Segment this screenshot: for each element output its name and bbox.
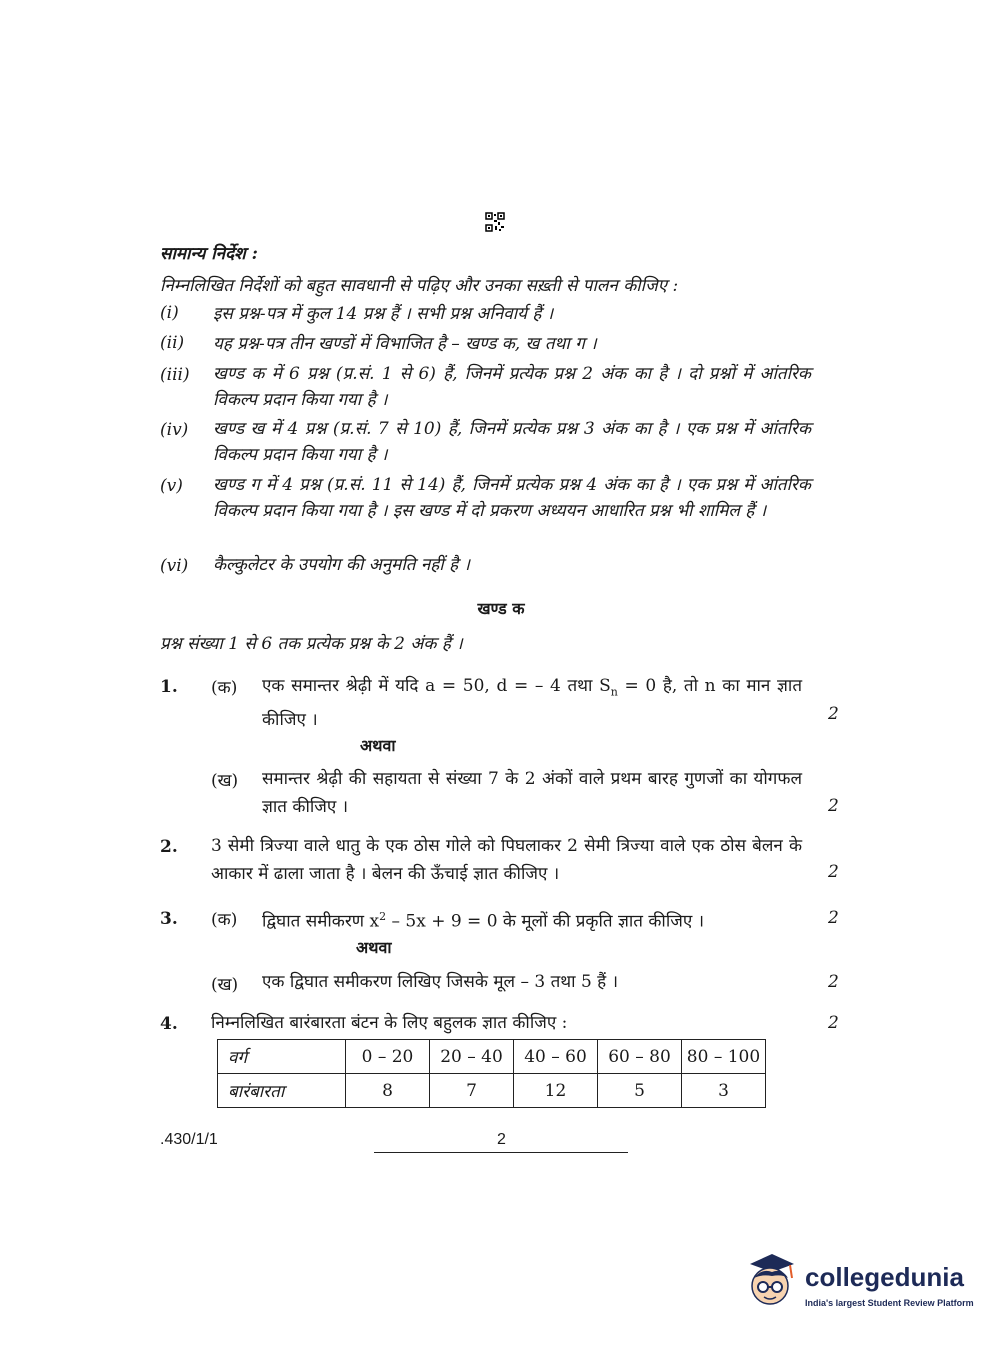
- instruction-text: खण्ड क में 6 प्रश्न (प्र.सं. 1 से 6) हैं, जिनमें प्रत्येक प्रश्न 2 अंक का है । दो प्रश्नों में आंतरिक विकल्प प्रदान किया गया है ।: [213, 364, 811, 410]
- qr-code-icon: [485, 212, 505, 232]
- or-label: अथवा: [356, 938, 392, 957]
- question-text: समान्तर श्रेढ़ी की सहायता से संख्या 7 के 2 अंकों वाले प्रथम बारह गुणजों का योगफल ज्ञात कीजिए ।: [262, 769, 802, 817]
- option-label: (ख): [211, 771, 239, 791]
- table-cell: 60 – 80: [598, 1040, 682, 1074]
- logo-tagline: India's largest Student Review Platform: [805, 1298, 974, 1308]
- section-title: खण्ड क: [477, 599, 525, 618]
- logo-wordmark: collegedunia: [805, 1262, 964, 1292]
- table-row: [218, 1074, 766, 1108]
- marks: 2: [828, 1013, 839, 1033]
- instruction-number: (i): [160, 303, 179, 323]
- marks: 2: [828, 972, 839, 992]
- instruction-number: (vi): [160, 556, 189, 576]
- page-number: 2: [497, 1131, 506, 1148]
- table-cell: 12: [514, 1074, 598, 1108]
- footer-divider: [374, 1152, 628, 1153]
- table-row: [218, 1040, 766, 1074]
- section-note: प्रश्न संख्या 1 से 6 तक प्रत्येक प्रश्न के 2 अंक हैं ।: [160, 634, 463, 654]
- question-number: 4.: [160, 1014, 178, 1034]
- table-cell: 0 – 20: [346, 1040, 430, 1074]
- instruction-text: कैल्कुलेटर के उपयोग की अनुमति नहीं है ।: [213, 555, 470, 575]
- option-label: (क): [211, 910, 238, 930]
- table-cell: 5: [598, 1074, 682, 1108]
- question-number: 2.: [160, 837, 178, 857]
- table-cell: 80 – 100: [682, 1040, 766, 1074]
- table-cell: 8: [346, 1074, 430, 1108]
- question-text: 3 सेमी त्रिज्या वाले धातु के एक ठोस गोले को पिघलाकर 2 सेमी त्रिज्या वाले एक ठोस बेलन के आकार में ढाला जाता है । बेलन की ऊँचाई ज्ञात कीजिए ।: [211, 836, 802, 884]
- table-row-label: बारंबारता: [218, 1074, 346, 1108]
- collegedunia-mascot-icon: [742, 1250, 804, 1310]
- marks: 2: [828, 704, 839, 724]
- instruction-number: (v): [160, 476, 183, 496]
- question-text: द्विघात समीकरण $x^2 - 5x + 9 = 0$ के मूलों की प्रकृति ज्ञात कीजिए ।: [262, 910, 705, 932]
- table-cell: 20 – 40: [430, 1040, 514, 1074]
- marks: 2: [828, 796, 839, 816]
- instruction-number: (ii): [160, 333, 185, 353]
- question-number: 1.: [160, 677, 178, 697]
- question-text: निम्नलिखित बारंबारता बंटन के लिए बहुलक ज्ञात कीजिए :: [211, 1013, 568, 1033]
- table-cell: 7: [430, 1074, 514, 1108]
- paper-code: .430/1/1: [160, 1131, 218, 1148]
- option-label: (क): [211, 678, 238, 698]
- table-row-label: वर्ग: [218, 1040, 346, 1074]
- table-cell: 40 – 60: [514, 1040, 598, 1074]
- instruction-number: (iii): [160, 365, 190, 385]
- instruction-text: यह प्रश्न-पत्र तीन खण्डों में विभाजित है – खण्ड क, ख तथा ग ।: [213, 334, 597, 354]
- instruction-text: इस प्रश्न-पत्र में कुल 14 प्रश्न हैं । सभी प्रश्न अनिवार्य हैं ।: [213, 304, 554, 324]
- marks: 2: [828, 908, 839, 928]
- option-label: (ख): [211, 975, 239, 995]
- or-label: अथवा: [360, 736, 396, 755]
- question-number: 3.: [160, 909, 178, 929]
- instruction-text: खण्ड ख में 4 प्रश्न (प्र.सं. 7 से 10) हैं, जिनमें प्रत्येक प्रश्न 3 अंक का है । एक प्रश्न में आंतरिक विकल्प प्रदान किया गया है ।: [213, 419, 811, 465]
- question-text: एक द्विघात समीकरण लिखिए जिसके मूल – 3 तथा 5 हैं ।: [262, 972, 619, 992]
- instruction-number: (iv): [160, 420, 189, 440]
- instructions-intro: निम्नलिखित निर्देशों को बहुत सावधानी से पढ़िए और उनका सख़्ती से पालन कीजिए :: [160, 276, 679, 296]
- instructions-heading: सामान्य निर्देश :: [160, 244, 258, 264]
- frequency-table: [217, 1039, 766, 1108]
- marks: 2: [828, 862, 839, 882]
- question-text: एक समान्तर श्रेढ़ी में यदि a = 50, d = – 4 तथा $S_n = 0$ है, तो n का मान ज्ञात कीजिए ।: [262, 676, 803, 731]
- instruction-text: खण्ड ग में 4 प्रश्न (प्र.सं. 11 से 14) हैं, जिनमें प्रत्येक प्रश्न 4 अंक का है । एक प्रश्न में आंतरिक विकल्प प्रदान किया गया है । इस खण्ड में दो प्रकरण अध्ययन आधारित प्रश्न भी शामिल हैं ।: [213, 475, 811, 521]
- table-cell: 3: [682, 1074, 766, 1108]
